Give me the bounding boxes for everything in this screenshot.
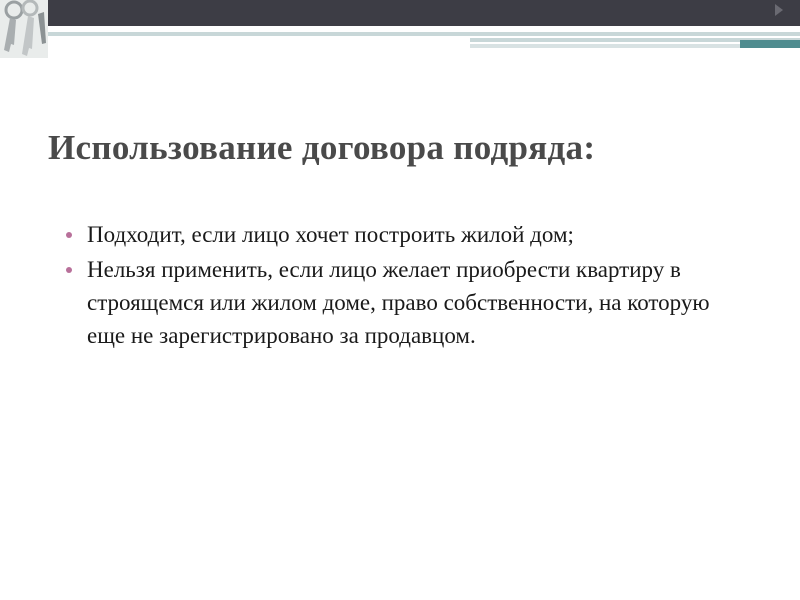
decorative-stripe-accent xyxy=(740,40,800,48)
decorative-stripe xyxy=(40,32,800,36)
bullet-text: Подходит, если лицо хочет построить жилой дом; xyxy=(87,222,574,247)
bullet-text: Нельзя применить, если лицо желает приобрести квартиру в строящемся или жилом доме, право собственности, на которую еще не зарегистрировано за продавцом. xyxy=(87,257,710,348)
bullet-icon xyxy=(66,232,72,238)
keys-icon xyxy=(0,0,48,58)
top-decorative-bar xyxy=(0,0,800,26)
slide-title: Использование договора подряда: xyxy=(48,128,596,167)
bullet-list xyxy=(66,218,746,354)
top-bar-arrow-icon xyxy=(775,4,783,16)
bullet-icon xyxy=(66,267,72,273)
keys-image xyxy=(0,0,48,58)
list-item xyxy=(66,218,746,251)
list-item xyxy=(66,253,746,352)
